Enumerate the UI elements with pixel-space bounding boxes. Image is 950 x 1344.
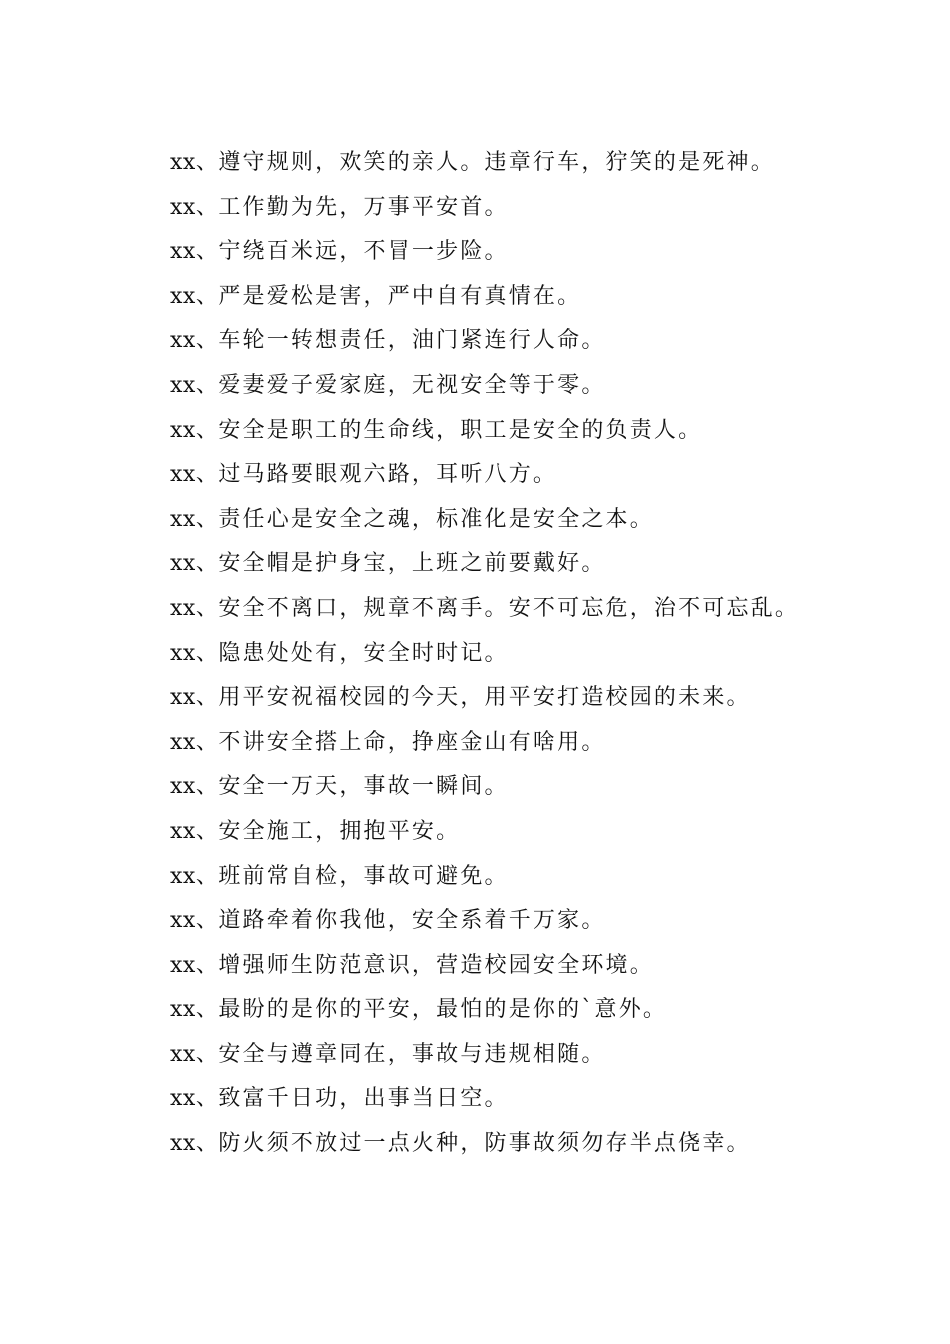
list-item [170,587,930,632]
item-text: 安全不离口，规章不离手。安不可忘危，治不可忘乱。 [218,595,800,621]
item-text: 防火须不放过一点火种，防事故须勿存半点侥幸。 [218,1131,751,1157]
list-item [170,1077,930,1122]
item-text: 爱妻爱子爱家庭，无视安全等于零。 [218,372,606,398]
list-item [170,676,930,721]
item-number: xx、 [170,1041,219,1067]
list-item [170,721,930,766]
item-number: xx、 [170,194,219,220]
list-item [170,141,930,186]
item-number: xx、 [170,640,219,666]
item-number: xx、 [170,685,219,711]
item-text: 安全施工，拥抱平安。 [218,818,461,844]
list-item [170,1033,930,1078]
item-text: 安全是职工的生命线，职工是安全的负责人。 [218,417,703,443]
item-number: xx、 [170,283,219,309]
list-item [170,988,930,1033]
item-text: 不讲安全搭上命，挣座金山有啥用。 [218,729,606,755]
item-number: xx、 [170,462,219,488]
list-item [170,364,930,409]
list-item [170,810,930,855]
item-number: xx、 [170,908,219,934]
item-text: 致富千日功，出事当日空。 [218,1086,509,1112]
item-text: 严是爱松是害，严中自有真情在。 [218,283,582,309]
list-item [170,409,930,454]
list-item [170,275,930,320]
item-number: xx、 [170,952,219,978]
item-number: xx、 [170,551,219,577]
item-text: 隐患处处有，安全时时记。 [218,640,509,666]
item-number: xx、 [170,328,219,354]
list-item [170,230,930,275]
item-number: xx、 [170,239,219,265]
item-number: xx、 [170,818,219,844]
item-number: xx、 [170,506,219,532]
item-text: 安全帽是护身宝，上班之前要戴好。 [218,551,606,577]
item-number: xx、 [170,729,219,755]
item-number: xx、 [170,1086,219,1112]
item-number: xx、 [170,150,219,175]
list-item [170,765,930,810]
item-text: 最盼的是你的平安，最怕的是你的`意外。 [218,997,668,1023]
item-text: 增强师生防范意识，营造校园安全环境。 [218,952,654,978]
list-item [170,453,930,498]
list-item [170,899,930,944]
item-number: xx、 [170,1131,219,1157]
item-text: 车轮一转想责任，油门紧连行人命。 [218,328,606,354]
item-number: xx、 [170,997,219,1023]
item-number: xx、 [170,417,219,443]
item-number: xx、 [170,595,219,621]
item-text: 安全与遵章同在，事故与违规相随。 [218,1041,606,1067]
item-text: 遵守规则，欢笑的亲人。违章行车，狞笑的是死神。 [218,150,775,175]
slogan-list [170,141,930,1167]
item-text: 过马路要眼观六路，耳听八方。 [218,462,558,488]
item-text: 用平安祝福校园的今天，用平安打造校园的未来。 [218,685,751,711]
list-item [170,542,930,587]
item-number: xx、 [170,372,219,398]
list-item [170,1122,930,1167]
list-item [170,632,930,677]
list-item [170,498,930,543]
item-text: 工作勤为先，万事平安首。 [218,194,509,220]
item-text: 道路牵着你我他，安全系着千万家。 [218,908,606,934]
list-item [170,855,930,900]
item-text: 责任心是安全之魂，标准化是安全之本。 [218,506,654,532]
item-text: 安全一万天，事故一瞬间。 [218,774,509,800]
list-item [170,944,930,989]
item-text: 宁绕百米远，不冒一步险。 [218,239,509,265]
item-number: xx、 [170,774,219,800]
list-item [170,186,930,231]
list-item [170,319,930,364]
item-number: xx、 [170,863,219,889]
item-text: 班前常自检，事故可避免。 [218,863,509,889]
